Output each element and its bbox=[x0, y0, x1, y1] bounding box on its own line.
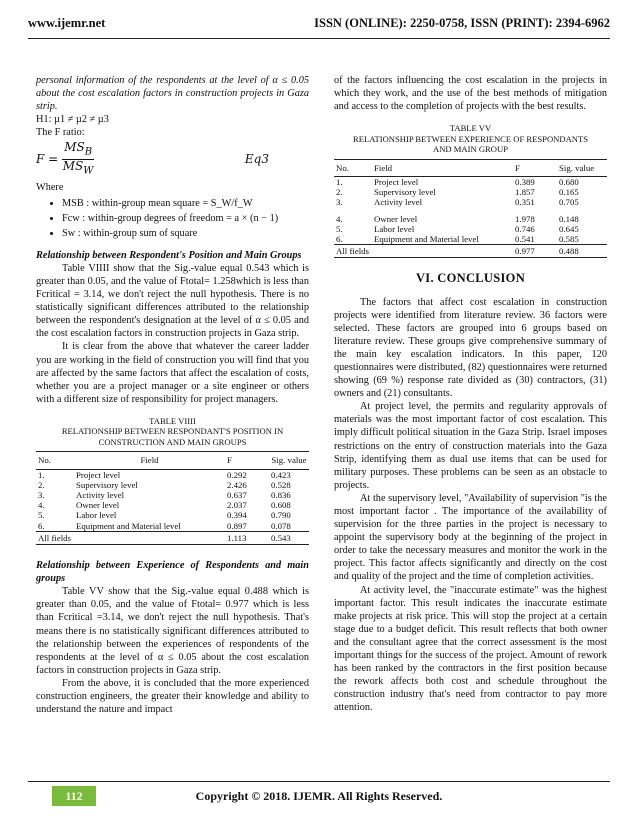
table-header: Sig. value bbox=[557, 159, 607, 176]
hypothesis-h1: H1: µ1 ≠ µ2 ≠ µ3 bbox=[36, 114, 109, 126]
paragraph: From the above, it is concluded that the more experienced construction engineers, the greater their knowledge and ability to understand the nature and impact bbox=[36, 677, 309, 716]
journal-website: www.ijemr.net bbox=[28, 16, 106, 30]
issn-line: ISSN (ONLINE): 2250-0758, ISSN (PRINT): 2394-6962 bbox=[314, 16, 610, 30]
table-row: 3. Activity level 0.351 0.705 bbox=[336, 197, 579, 208]
table-row: 1. Project level 0.389 0.680 bbox=[336, 176, 579, 187]
table-total-row: All fields 0.977 0.488 bbox=[334, 245, 607, 258]
table-row: 4. Owner level 1.978 0.148 bbox=[336, 213, 579, 224]
where-label: Where bbox=[36, 182, 64, 194]
section-heading-position: Relationship between Respondent's Position and Main Groups bbox=[36, 249, 302, 261]
copyright-notice: Copyright © 2018. IJEMR. All Rights Reserved. bbox=[195, 789, 443, 803]
table-header: Sig. value bbox=[269, 452, 309, 469]
table-header: F bbox=[225, 452, 269, 469]
table-row: 6. Equipment and Material level 0.897 0.078 bbox=[38, 520, 291, 531]
left-column bbox=[36, 74, 309, 716]
paragraph: At project level, the permits and regularity approvals of materials was the most important factor of cost escalation. This imply difficult political situation in the Gaza Strip. Israel imposes restrictions on the entry of construction materials into the Gaza Strip, identifying them as dual use items that can be used for military purposes. These problems can be seen as an obstacle to projects. bbox=[334, 401, 607, 491]
paragraph: At activity level, the "inaccurate estimate" was the highest important factor. This result indicates the inaccurate estimate make projects at risk price. This will stop the project at a certain stage due to a budget deficit. This result reflects that both owner and the consultant agree that the correct assessment is the most important things for the success of the project. Amount of rework has been ranked by the contractors in the first position because the rework affects both cost and schedule throughout the construction industry that's need from contractor to pay more attention. bbox=[334, 584, 607, 714]
table-row: 6. Equipment and Material level 0.541 0.585 bbox=[336, 234, 579, 244]
paragraph: The factors that affect cost escalation in construction projects were identified from literature review. 36 factors were selected. These factors are grouped into 6 groups based on literature review. These groups give comprehensive summary of the main key escalation indicators. In this paper, 120 questionnaires were distributed, (82) questionnaires were returned showing (69 %) response rate divided as (30) contractors, (31) owners and (21) consultants. bbox=[334, 296, 607, 400]
table-row: 2. Supervisory level 1.857 0.165 bbox=[336, 187, 579, 198]
table-row: 4. Owner level 2.037 0.608 bbox=[38, 500, 291, 511]
page-number: 112 bbox=[52, 786, 96, 806]
paragraph: of the factors influencing the cost escalation in the projects in which they work, and the use of the best methods of mitigation and access to the completion of projects with the best results. bbox=[334, 75, 607, 113]
table-row: 5. Labor level 0.394 0.790 bbox=[38, 510, 291, 521]
paragraph: It is clear from the above that whatever the career ladder you are working in the field of construction you will find that you are affected by the same factors that affect the escalation of costs, whether you are a project manager or a site engineer or others with a different size of responsibility for project managers. bbox=[36, 341, 309, 405]
right-column bbox=[334, 74, 607, 715]
table-row: 5. Labor level 0.746 0.645 bbox=[336, 223, 579, 234]
table-row: 1. Project level 0.292 0.423 bbox=[38, 469, 291, 480]
table-header: Field bbox=[372, 159, 513, 176]
table-row: 2. Supervisory level 2.426 0.528 bbox=[38, 479, 291, 490]
table-header: No. bbox=[36, 452, 74, 469]
table-row: 3. Activity level 0.637 0.836 bbox=[38, 490, 291, 501]
paragraph: At the supervisory level, "Availability of supervision "is the most important factor . The importance of the availability of supervision for the three parties in the project is necessary to appoint the supervisory body at the beginning of the project in order to take the necessary measures and monitor the work in the project. This factor affects significantly and directly on the cost and quality of the project and the time of completion activities. bbox=[334, 492, 607, 583]
page-header bbox=[28, 8, 610, 39]
table-header: Field bbox=[74, 452, 225, 469]
paragraph: Table VV show that the Sig.-value equal 0.488 which is greater than 0.05, and the value of Ftotal= 0.977 which is less than Fcritical =3.14, we don't reject the null hypothesis. That's means there is no statistically significant differences attributed to the relationship between the experiences of respondents of the respondents at the level of α ≤ 0.05 about the cost escalation factors in construction projects in Gaza strip. bbox=[36, 586, 309, 676]
definition-list bbox=[36, 197, 309, 240]
table-header: No. bbox=[334, 159, 372, 176]
definition-item: • Sw : within-group sum of square bbox=[62, 227, 309, 240]
page-footer bbox=[28, 781, 610, 806]
definition-item: • MSB : within-group mean square = S_W/f_W bbox=[62, 197, 309, 210]
section-title: VI. CONCLUSION bbox=[415, 271, 526, 286]
table-header: F bbox=[513, 159, 557, 176]
position-table bbox=[36, 451, 309, 545]
f-ratio-label: The F ratio: bbox=[36, 127, 85, 139]
paragraph: Table VIIII show that the Sig.-value equal 0.543 which is greater than 0.05, and the value of Ftotal= 1.258which is less than Fcritical = 3.14, we don't reject the null hypothesis. There is no statistically significant differences attributed to the relationship between the respondent's designation at the level of α ≤ 0.05 and the cost escalation factors in construction projects in Gaza strip. bbox=[36, 262, 309, 340]
intro-text: personal information of the respondents at the level of α ≤ 0.05 about the cost escalation factors in construction projects in Gaza strip. bbox=[36, 75, 309, 113]
table-caption: TABLE VV RELATIONSHIP BETWEEN EXPERIENCE OF RESPONDANTS AND MAIN GROUP bbox=[352, 123, 589, 155]
experience-table bbox=[334, 159, 607, 259]
section-heading-experience: Relationship between Experience of Respondents and main groups bbox=[36, 560, 309, 585]
table-caption: TABLE VIIII RELATIONSHIP BETWEEN RESPONDANT'S POSITION IN CONSTRUCTION AND MAIN GROUPS bbox=[61, 415, 284, 447]
table-total-row: All fields 1.113 0.543 bbox=[36, 531, 309, 544]
definition-item: • Fcw : within-group degrees of freedom = a × (n − 1) bbox=[62, 212, 309, 225]
f-equation: F = $\frac{MS_B}{MS_W}$ Eq3 bbox=[36, 140, 269, 177]
equation-number: Eq3 bbox=[244, 151, 269, 166]
